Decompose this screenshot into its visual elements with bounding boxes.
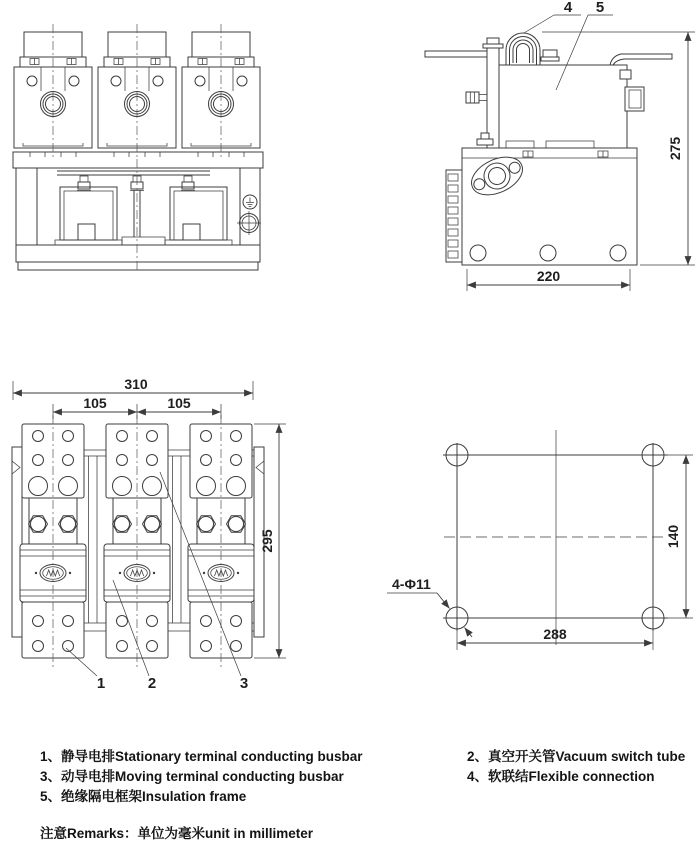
callout-4	[524, 0, 581, 33]
dim-plan-total-width-text: 310	[124, 376, 148, 392]
dim-mount-holes	[387, 576, 472, 637]
dim-mount-horizontal-text: 288	[543, 626, 567, 642]
front-platform	[13, 152, 263, 168]
flexible-connection-clamp	[502, 33, 544, 65]
dim-side-width	[467, 268, 630, 291]
plan-left-rail	[12, 447, 22, 637]
legend-item-3: 3、动导电排Moving terminal conducting busbar	[40, 769, 344, 784]
front-view	[13, 24, 263, 272]
legend	[40, 748, 686, 841]
clamp-left-bolt	[483, 38, 503, 48]
dim-side-height-text: 275	[667, 136, 683, 161]
lower-box-corner-bolt	[477, 139, 493, 145]
clamp-right-bolt	[541, 50, 559, 61]
front-pole	[98, 24, 176, 159]
front-base	[16, 245, 260, 262]
mechanism-bolt	[181, 176, 195, 191]
front-pole	[14, 24, 92, 159]
callout-2-label: 2	[147, 675, 157, 692]
callout-5-label: 5	[595, 0, 605, 16]
legend-item-4: 4、软联结Flexible connection	[467, 769, 655, 784]
dim-mount-vertical	[664, 455, 693, 618]
dim-mount-horizontal	[457, 626, 653, 650]
dim-plan-height-text: 295	[259, 529, 275, 553]
front-mechanism	[55, 171, 232, 245]
plan-pole	[20, 415, 86, 668]
front-pole	[182, 24, 260, 159]
side-top-box	[499, 65, 627, 148]
mechanism-bolt	[77, 176, 91, 191]
side-right-arm	[610, 54, 672, 65]
dim-mount-holes-text: 4-Φ11	[392, 576, 431, 592]
legend-item-5: 5、绝缘隔电框架Insulation frame	[40, 789, 247, 804]
plan-pole	[104, 415, 170, 668]
plan-pole	[188, 415, 254, 668]
dim-plan-total-width	[13, 376, 253, 400]
side-terminal-block	[446, 170, 462, 262]
front-left-leg	[16, 168, 37, 245]
side-view	[425, 0, 695, 291]
legend-item-1: 1、静导电排Stationary terminal conducting busbar	[40, 749, 363, 764]
side-left-hex-bolt	[466, 92, 487, 103]
dim-mount-vertical-text: 140	[665, 524, 681, 549]
legend-item-2: 2、真空开关管Vacuum switch tube	[467, 749, 686, 764]
front-base-plate	[18, 262, 258, 270]
callout-1-label: 1	[96, 675, 106, 692]
dim-pole-pitch-right-text: 105	[167, 395, 191, 411]
dim-pole-pitch-left-text: 105	[83, 395, 107, 411]
callout-3-label: 3	[239, 675, 249, 692]
dim-pole-pitch	[53, 395, 221, 419]
callout-4-label: 4	[563, 0, 573, 16]
side-left-arm	[425, 51, 487, 57]
plan-view	[12, 376, 286, 692]
dim-side-width-text: 220	[536, 268, 561, 284]
mounting-view	[387, 430, 693, 650]
legend-remarks: 注意Remarks：单位为毫米unit in millimeter	[40, 826, 314, 841]
